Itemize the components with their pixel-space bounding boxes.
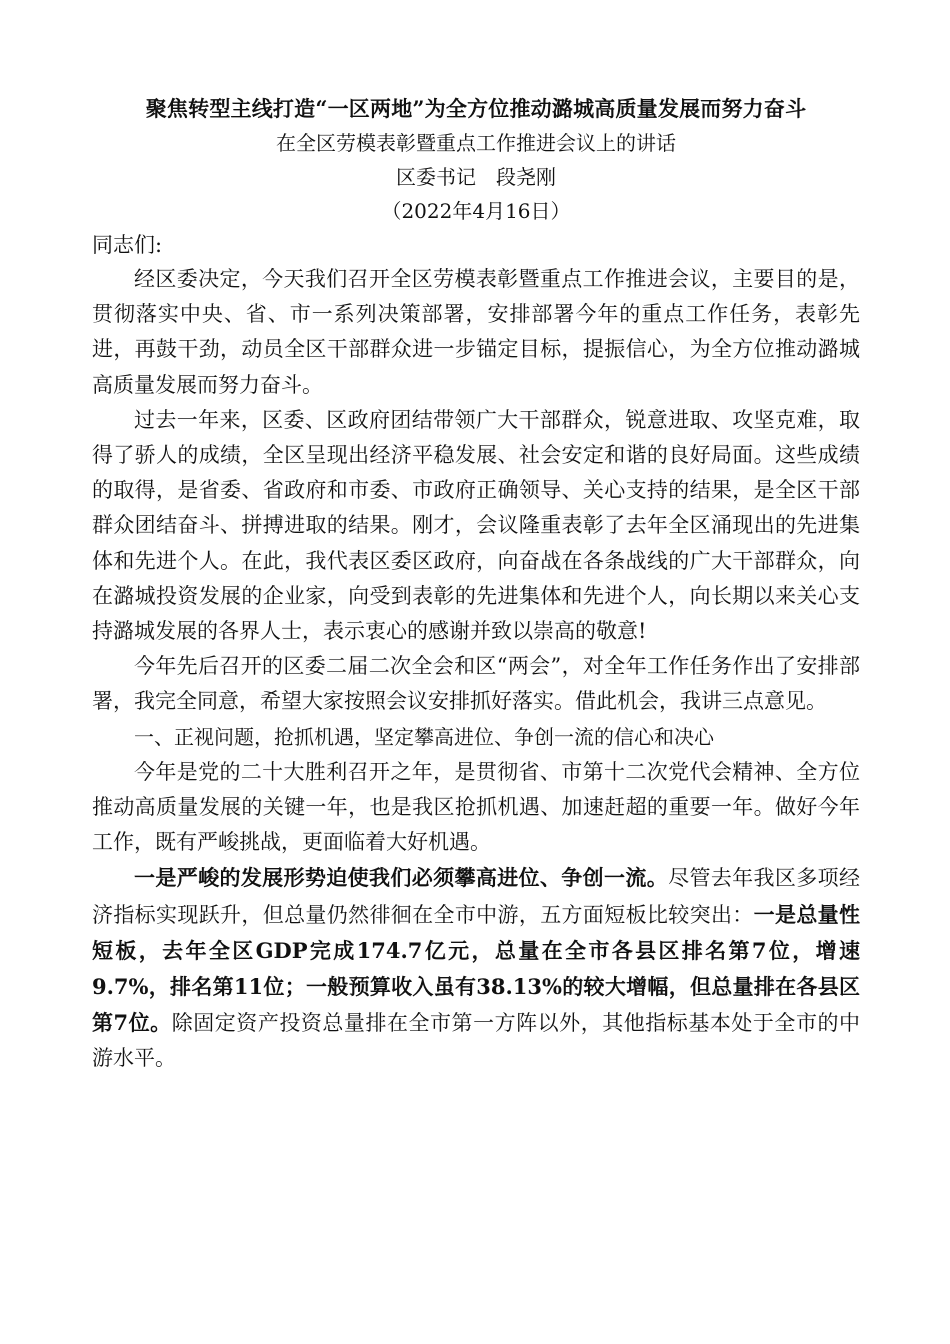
section-1-heading: 一、正视问题，抢抓机遇，坚定攀高进位、争创一流的信心和决心 <box>134 724 714 749</box>
paragraph-3: 今年先后召开的区委二届二次全会和区“两会”，对全年工作任务作出了安排部署，我完全同意，希望大家按照会议安排抓好落实。借此机会，我讲三点意见。 <box>92 654 860 714</box>
speech-date: （2022年4月16日） <box>381 199 571 223</box>
point-1-paragraph <box>92 860 860 1076</box>
author-role: 区委书记 <box>396 165 476 189</box>
paragraph-2: 过去一年来，区委、区政府团结带领广大干部群众，锐意进取、攻坚克难，取得了骄人的成绩，全区呈现出经济平稳发展、社会安定和谐的良好局面。这些成绩的取得，是省委、省政府和市委、市政府正确领导、关心支持的结果，是全区干部群众团结奋斗、拼搏进取的结果。刚才，会议隆重表彰了去年全区涌现出的先进集体和先进个人。在此，我代表区委区政府，向奋战在各条战线的广大干部群众，向在潞城投资发展的企业家，向受到表彰的先进集体和先进个人，向长期以来关心支持潞城发展的各界人士，表示衷心的感谢并致以崇高的敬意! <box>92 407 860 644</box>
point-1-gdp-detail: 一是总量性短板，去年全区GDP完成174.7亿元，总量在全市各县区排名第7位，增速9.7%，排名第11位；一般预算收入虽有38.13%的较大增幅，但总量排在各县区第7位。 <box>92 901 861 1036</box>
section-1-intro: 今年是党的二十大胜利召开之年，是贯彻省、市第十二次党代会精神、全方位推动高质量发展的关键一年，也是我区抢抓机遇、加速赶超的重要一年。做好今年工作，既有严峻挑战，更面临着大好机遇。 <box>92 759 860 855</box>
point-1-lead: 一是严峻的发展形势迫使我们必须攀高进位、争创一流。 <box>134 865 669 891</box>
document-page <box>92 92 860 1077</box>
point-1-text: 尽管去年我区多项经济指标实现跃升，但总量仍然徘徊在全市中游，五方面短板比较突出： <box>92 866 861 927</box>
point-1-conclusion: 除固定资产投资总量排在全市第一方阵以外，其他指标基本处于全市的中游水平。 <box>92 1011 860 1071</box>
greeting: 同志们: <box>92 233 163 257</box>
document-subtitle: 在全区劳模表彰暨重点工作推进会议上的讲话 <box>276 131 676 155</box>
document-title: 聚焦转型主线打造“一区两地”为全方位推动潞城高质量发展而努力奋斗 <box>145 96 807 121</box>
author-line <box>92 160 860 194</box>
paragraph-1: 经区委决定，今天我们召开全区劳模表彰暨重点工作推进会议，主要目的是，贯彻落实中央、省、市一系列决策部署，安排部署今年的重点工作任务，表彰先进，再鼓干劲，动员全区干部群众进一步锚定目标，提振信心，为全方位推动潞城高质量发展而努力奋斗。 <box>92 267 860 397</box>
author-name: 段尧刚 <box>496 165 556 189</box>
